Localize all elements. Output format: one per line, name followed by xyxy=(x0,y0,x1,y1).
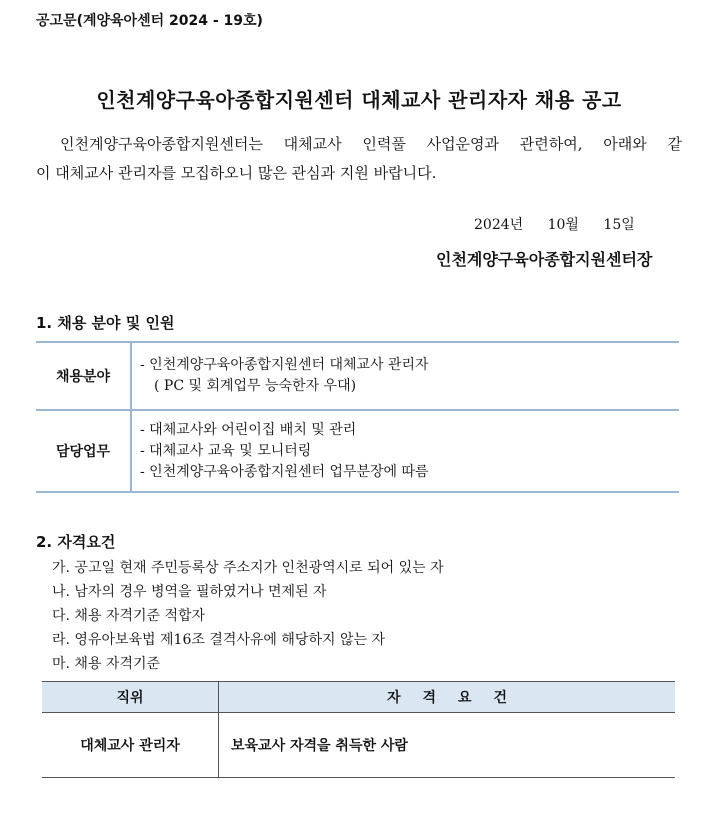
section1-title: 1. 채용 분야 및 인원 xyxy=(36,314,175,332)
row-label: 담당업무 xyxy=(36,411,132,491)
table-row xyxy=(42,713,675,777)
notice-date xyxy=(474,214,635,234)
row-content xyxy=(132,411,679,491)
page-title: 인천계양구육아종합지원센터 대체교사 관리자자 채용 공고 xyxy=(96,88,622,112)
list-item: 라. 영유아보육법 제16조 결격사유에 해당하지 않는 자 xyxy=(52,632,385,648)
intro-line-2: 이 대체교사 관리자를 모집하오니 많은 관심과 지원 바랍니다. xyxy=(36,164,437,182)
section2-title: 2. 자격요건 xyxy=(36,533,116,551)
content-line: - 대체교사 교육 및 모니터링 xyxy=(140,443,312,459)
notice-number: 공고문(계양육아센터 2024 - 19호) xyxy=(36,13,263,29)
list-item: 나. 남자의 경우 병역을 필하였거나 면제된 자 xyxy=(52,584,327,600)
table-header xyxy=(42,681,675,713)
row-label: 채용분야 xyxy=(36,343,132,409)
header-position: 직위 xyxy=(42,682,219,712)
content-line: - 인천계양구육아종합지원센터 대체교사 관리자 xyxy=(140,357,429,373)
qualification-table xyxy=(42,681,675,778)
content-line: - 인천계양구육아종합지원센터 업무분장에 따름 xyxy=(140,464,429,480)
date-year: 2024년 xyxy=(474,217,524,233)
date-month: 10월 xyxy=(547,217,579,233)
list-item: 다. 채용 자격기준 적합자 xyxy=(52,608,206,624)
content-line: ( PC 및 회계업무 능숙한자 우대) xyxy=(154,378,357,394)
content-line: - 대체교사와 어린이집 배치 및 관리 xyxy=(140,422,357,438)
intro-line-1: 인천계양구육아종합지원센터는 대체교사 인력풀 사업운영과 관련하여, 아래와 같 xyxy=(60,135,682,153)
header-qualification: 자격요건 xyxy=(386,690,530,706)
intro-paragraph xyxy=(36,130,682,188)
row-content xyxy=(132,343,679,409)
table-row xyxy=(36,343,679,409)
table-row xyxy=(36,409,679,491)
list-item: 마. 채용 자격기준 xyxy=(52,656,161,672)
requirements-list xyxy=(52,556,444,676)
list-item: 가. 공고일 현재 주민등록상 주소지가 인천광역시로 되어 있는 자 xyxy=(52,560,444,576)
recruitment-table xyxy=(36,341,679,493)
cell-qualification: 보육교사 자격을 취득한 사람 xyxy=(231,738,408,754)
signature: 인천계양구육아종합지원센터장 xyxy=(436,250,653,269)
date-day: 15일 xyxy=(603,217,635,233)
cell-position: 대체교사 관리자 xyxy=(42,713,219,777)
